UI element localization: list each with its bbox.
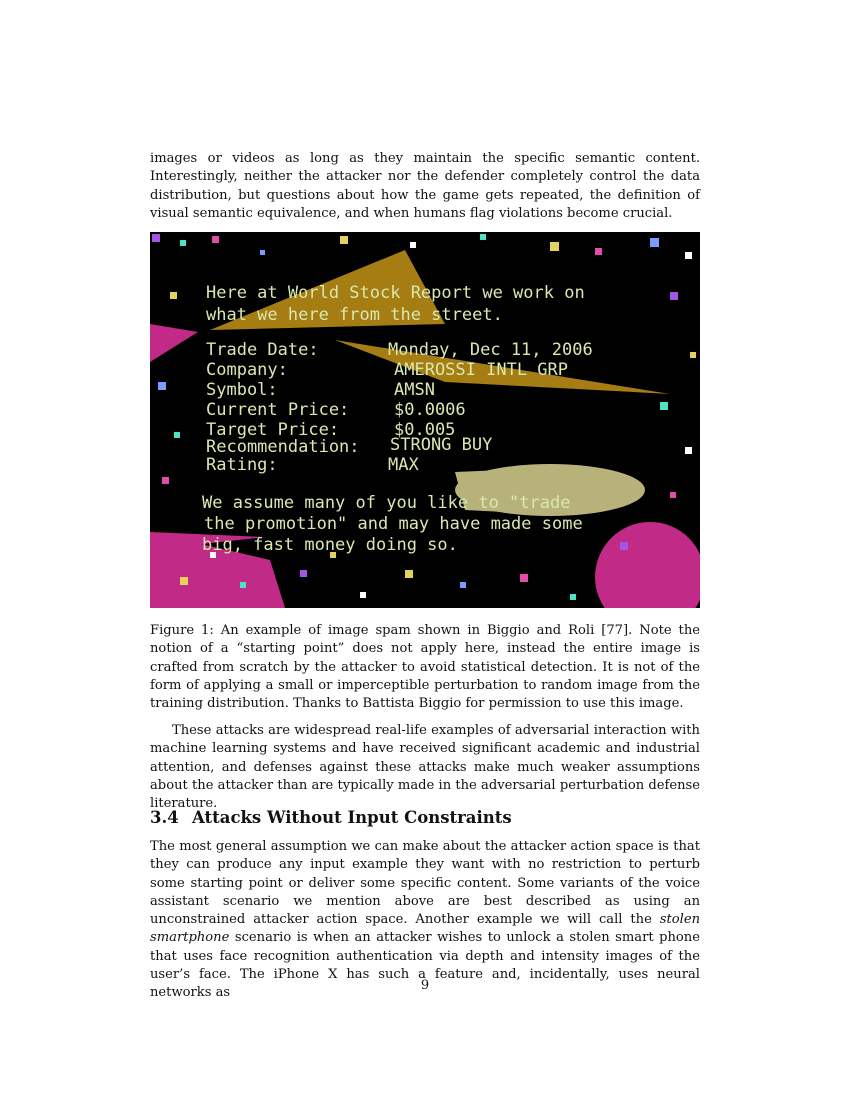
section-paragraph-part-1: The most general assumption we can make about the attacker action space is that they can produce any input example they want with no restriction to perturb some starting point or deliver some specific content. Some variants of the voice assistant scenario we mention above are best described as using an unconstrained attacker action space. Another example we will call the (150, 839, 700, 928)
spam-line-1: Here at World Stock Report we work on (206, 283, 585, 303)
spam-field-label: Rating: (206, 455, 278, 475)
page-number: 9 (420, 978, 430, 993)
figure-image-spam (150, 232, 700, 608)
section-title: Attacks Without Input Constraints (192, 808, 512, 827)
spam-field-value: $0.005 (394, 420, 456, 440)
spam-line-2: what we here from the street. (206, 305, 503, 325)
section-paragraph-emphasis: stolen smartphone (150, 912, 700, 946)
spam-field-value: AMSN (394, 380, 435, 400)
spam-field-value: $0.0006 (394, 400, 466, 420)
section-paragraph-part-2: scenario is when an attacker wishes to unlock a stolen smart phone that uses face recognition authentication via depth and intensity images of the user’s face. The iPhone X has such a feature and, incidentally, uses neural networks as (150, 930, 700, 1001)
spam-field-label: Trade Date: (206, 340, 319, 360)
spam-field-value: STRONG BUY (390, 435, 493, 455)
figure-caption-block (150, 622, 700, 713)
spam-field-label: Current Price: (206, 400, 350, 420)
spam-bottom-3: big, fast money doing so. (202, 535, 458, 555)
body-paragraph: These attacks are widespread real-life examples of adversarial interaction with machine learning systems and have received significant academic and industrial attention, and defenses against these attacks make much weaker assumptions about the attacker than are typically made in the adversarial perturbation defense literature. (150, 723, 700, 812)
section-heading (150, 808, 700, 827)
spam-image (150, 232, 700, 608)
spam-field-value: AMEROSSI INTL GRP (394, 360, 568, 380)
spam-field-label: Target Price: (206, 420, 340, 440)
spam-field-value: MAX (388, 455, 419, 475)
spam-field-label: Company: (206, 360, 288, 380)
spam-bottom-1: We assume many of you like to "trade (202, 493, 571, 513)
spam-field-label: Recommendation: (206, 437, 360, 457)
figure-caption: Figure 1: An example of image spam shown in Biggio and Roli [77]. Note the notion of a “starting point” does not apply here, instead the entire image is crafted from scratch by the attacker to avoid statistical detection. It is not of the form of applying a small or imperceptible perturbation to random image from the training distribution. Thanks to Battista Biggio for permission to use this image. (150, 623, 700, 712)
body-paragraph-block (150, 722, 700, 813)
intro-paragraph: images or videos as long as they maintain the specific semantic content. Interestingly, neither the attacker nor the defender completely control the data distribution, but questions about how the game gets repeated, the definition of visual semantic equivalence, and when humans flag violations become crucial. (150, 151, 700, 221)
section-number: 3.4 (150, 808, 179, 827)
spam-bottom-2: the promotion" and may have made some (204, 514, 583, 534)
spam-field-value: Monday, Dec 11, 2006 (388, 340, 593, 360)
spam-field-label: Symbol: (206, 380, 278, 400)
intro-paragraph-block (150, 150, 700, 223)
